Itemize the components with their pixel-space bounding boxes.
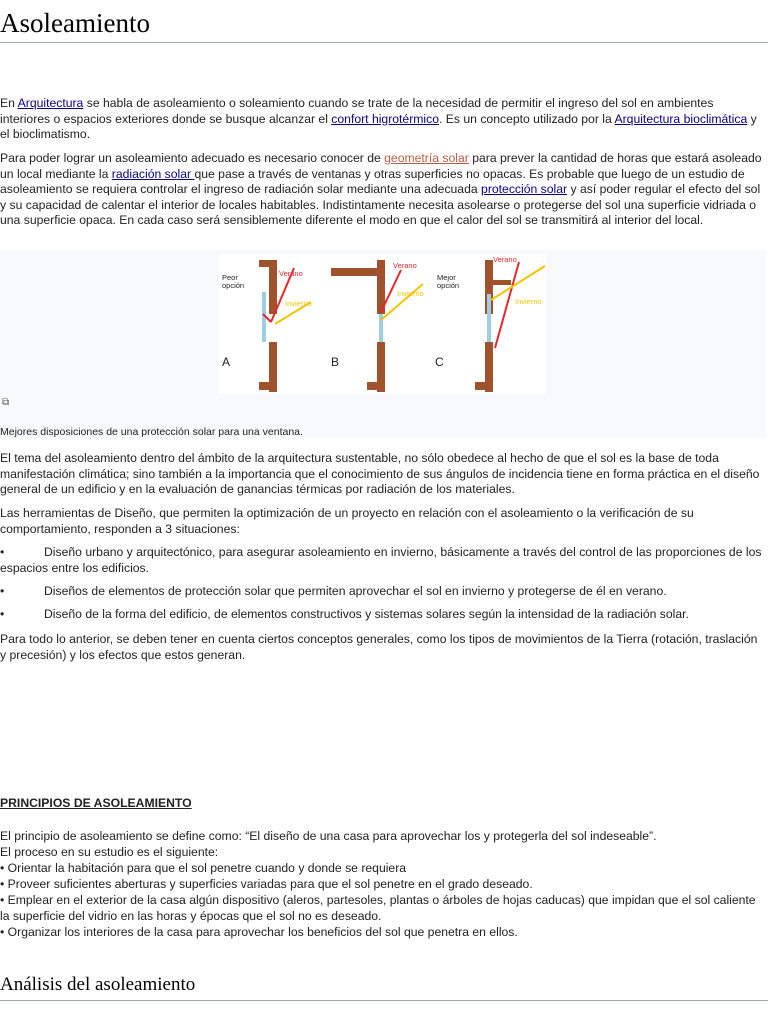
figure-caption: Mejores disposiciones de una protección solar para una ventana. xyxy=(0,426,303,438)
label-b: B xyxy=(331,355,340,369)
bullet-dot: • xyxy=(0,607,5,621)
paragraph-geometria xyxy=(0,151,766,229)
principios-block xyxy=(0,828,766,940)
overhang xyxy=(485,280,511,285)
list-item xyxy=(0,584,766,600)
text: que pase a través de ventanas y otras superficies no opacas. Es probable que luego de un estudio de asoleamiento se requiera controlar el ingreso de radiación solar mediante una adecuada xyxy=(0,166,745,197)
bullet-dot: • xyxy=(0,584,5,598)
paragraph-tema: El tema del asoleamiento dentro del ámbito de la arquitectura sustentable, no sólo obedece al hecho de que el sol es la base de toda manifestación climática; sino también a la importancia que el conocimiento de sus ángulos de incidencia tiene en forma práctica en el diseño general de un edificio y en la evaluación de ganancias térmicas por radiación de los materiales. xyxy=(0,451,760,497)
overhang xyxy=(331,268,385,276)
page-title: Asoleamiento xyxy=(0,6,768,43)
wall-upper xyxy=(269,260,277,314)
text: se habla de asoleamiento o soleamiento cuando se trate de la necesidad de permitir el ingreso del sol en ambientes interiores o espacios exteriores donde se busque alcanzar el xyxy=(0,96,714,126)
link-arquitectura-bioclimatica[interactable]: Arquitectura bioclimática xyxy=(614,111,748,126)
window-glass xyxy=(487,294,491,342)
text: En xyxy=(0,96,18,110)
label-verano: Verano xyxy=(493,255,517,264)
text: Para poder lograr un asoleamiento adecuado es necesario conocer de xyxy=(0,151,385,165)
shading-diagram[interactable] xyxy=(219,254,547,394)
label-a: A xyxy=(222,355,231,369)
text: . Es un concepto utilizado por la xyxy=(439,111,615,126)
bullet-dot: • xyxy=(0,545,5,559)
text: y el bioclimatismo. xyxy=(0,111,757,142)
label-verano: Verano xyxy=(279,269,303,278)
section-heading: Análisis del asoleamiento xyxy=(0,972,768,1001)
text: y así poder regular el efecto del sol y su capacidad de calentar el interior de locales habitables. Indistintamente necesita asolearse o protegerse del sol una superficie vidriada o una superficie opaca. En cada caso será sensiblemente diferente el modo en que el calor del sol se transmitirá al interior del local. xyxy=(0,182,761,228)
label-c: C xyxy=(435,355,444,369)
text: para prever la cantidad de horas que estará asoleado un local mediante la xyxy=(0,151,762,181)
list-item-text: Diseño urbano y arquitectónico, para asegurar asoleamiento en invierno, básicamente a través del control de las proporciones de los espacios entre los edificios. xyxy=(0,545,762,575)
principios-line: El proceso en su estudio es el siguiente: xyxy=(0,845,219,859)
link-radiacion-solar[interactable]: radiación solar xyxy=(111,166,195,181)
principios-heading: PRINCIPIOS DE ASOLEAMIENTO xyxy=(0,796,192,810)
floor xyxy=(475,382,493,390)
floor xyxy=(367,382,385,390)
principios-line: • Orientar la habitación para que el sol penetre cuando y donde se requiera xyxy=(0,861,407,875)
label-verano: Verano xyxy=(393,261,417,270)
list-item-text: Diseños de elementos de protección solar que permiten aprovechar el sol en invierno y protegerse de él en verano. xyxy=(44,584,667,598)
magnify-icon[interactable]: ⧉ xyxy=(2,397,10,408)
paragraph-herramientas: Las herramientas de Diseño, que permiten la optimización de un proyecto en relación con el asoleamiento o la verificación de su comportamiento, responden a 3 situaciones: xyxy=(0,506,694,536)
label-opcion: opción xyxy=(222,281,245,290)
link-proteccion-solar[interactable]: protección solar xyxy=(481,182,568,197)
label-peor: Peor xyxy=(222,273,238,282)
link-geometria-solar[interactable]: geometría solar xyxy=(384,151,469,165)
principios-line: • Emplear en el exterior de la casa algún dispositivo (aleros, partesoles, plantas o árboles de hojas caducas) que impidan que el sol caliente la superficie del vidrio en las horas y épocas que el sol no es deseado. xyxy=(0,893,756,923)
principios-line: El principio de asoleamiento se define como: “El diseño de una casa para aprovechar los y protegerla del sol indeseable”. xyxy=(0,829,657,843)
list-item xyxy=(0,545,766,576)
list-item-text: Diseño de la forma del edificio, de elementos constructivos y sistemas solares según la intensidad de la radiación solar. xyxy=(44,607,689,621)
link-confort-higrotermico[interactable]: confort higrotérmico xyxy=(331,111,439,126)
ceiling xyxy=(259,260,277,267)
label-opcion: opción xyxy=(437,281,460,290)
floor xyxy=(259,382,277,390)
label-invierno: Invierno xyxy=(285,299,312,308)
principios-line: • Organizar los interiores de la casa para aprovechar los beneficios del sol que penetra en ellos. xyxy=(0,925,518,939)
label-invierno: Invierno xyxy=(515,297,542,306)
list-item xyxy=(0,607,766,623)
label-invierno: Invierno xyxy=(397,289,424,298)
label-mejor: Mejor xyxy=(437,273,456,282)
figure-thumbnail xyxy=(0,250,766,438)
principios-line: • Proveer suficientes aberturas y superficies variadas para que el sol penetre en el grado deseado. xyxy=(0,877,533,891)
link-arquitectura[interactable]: Arquitectura xyxy=(17,96,84,110)
intro-paragraph xyxy=(0,96,766,143)
paragraph-conceptos: Para todo lo anterior, se deben tener en cuenta ciertos conceptos generales, como los tipos de movimientos de la Tierra (rotación, traslación y precesión) y los efectos que estos generan. xyxy=(0,632,758,662)
